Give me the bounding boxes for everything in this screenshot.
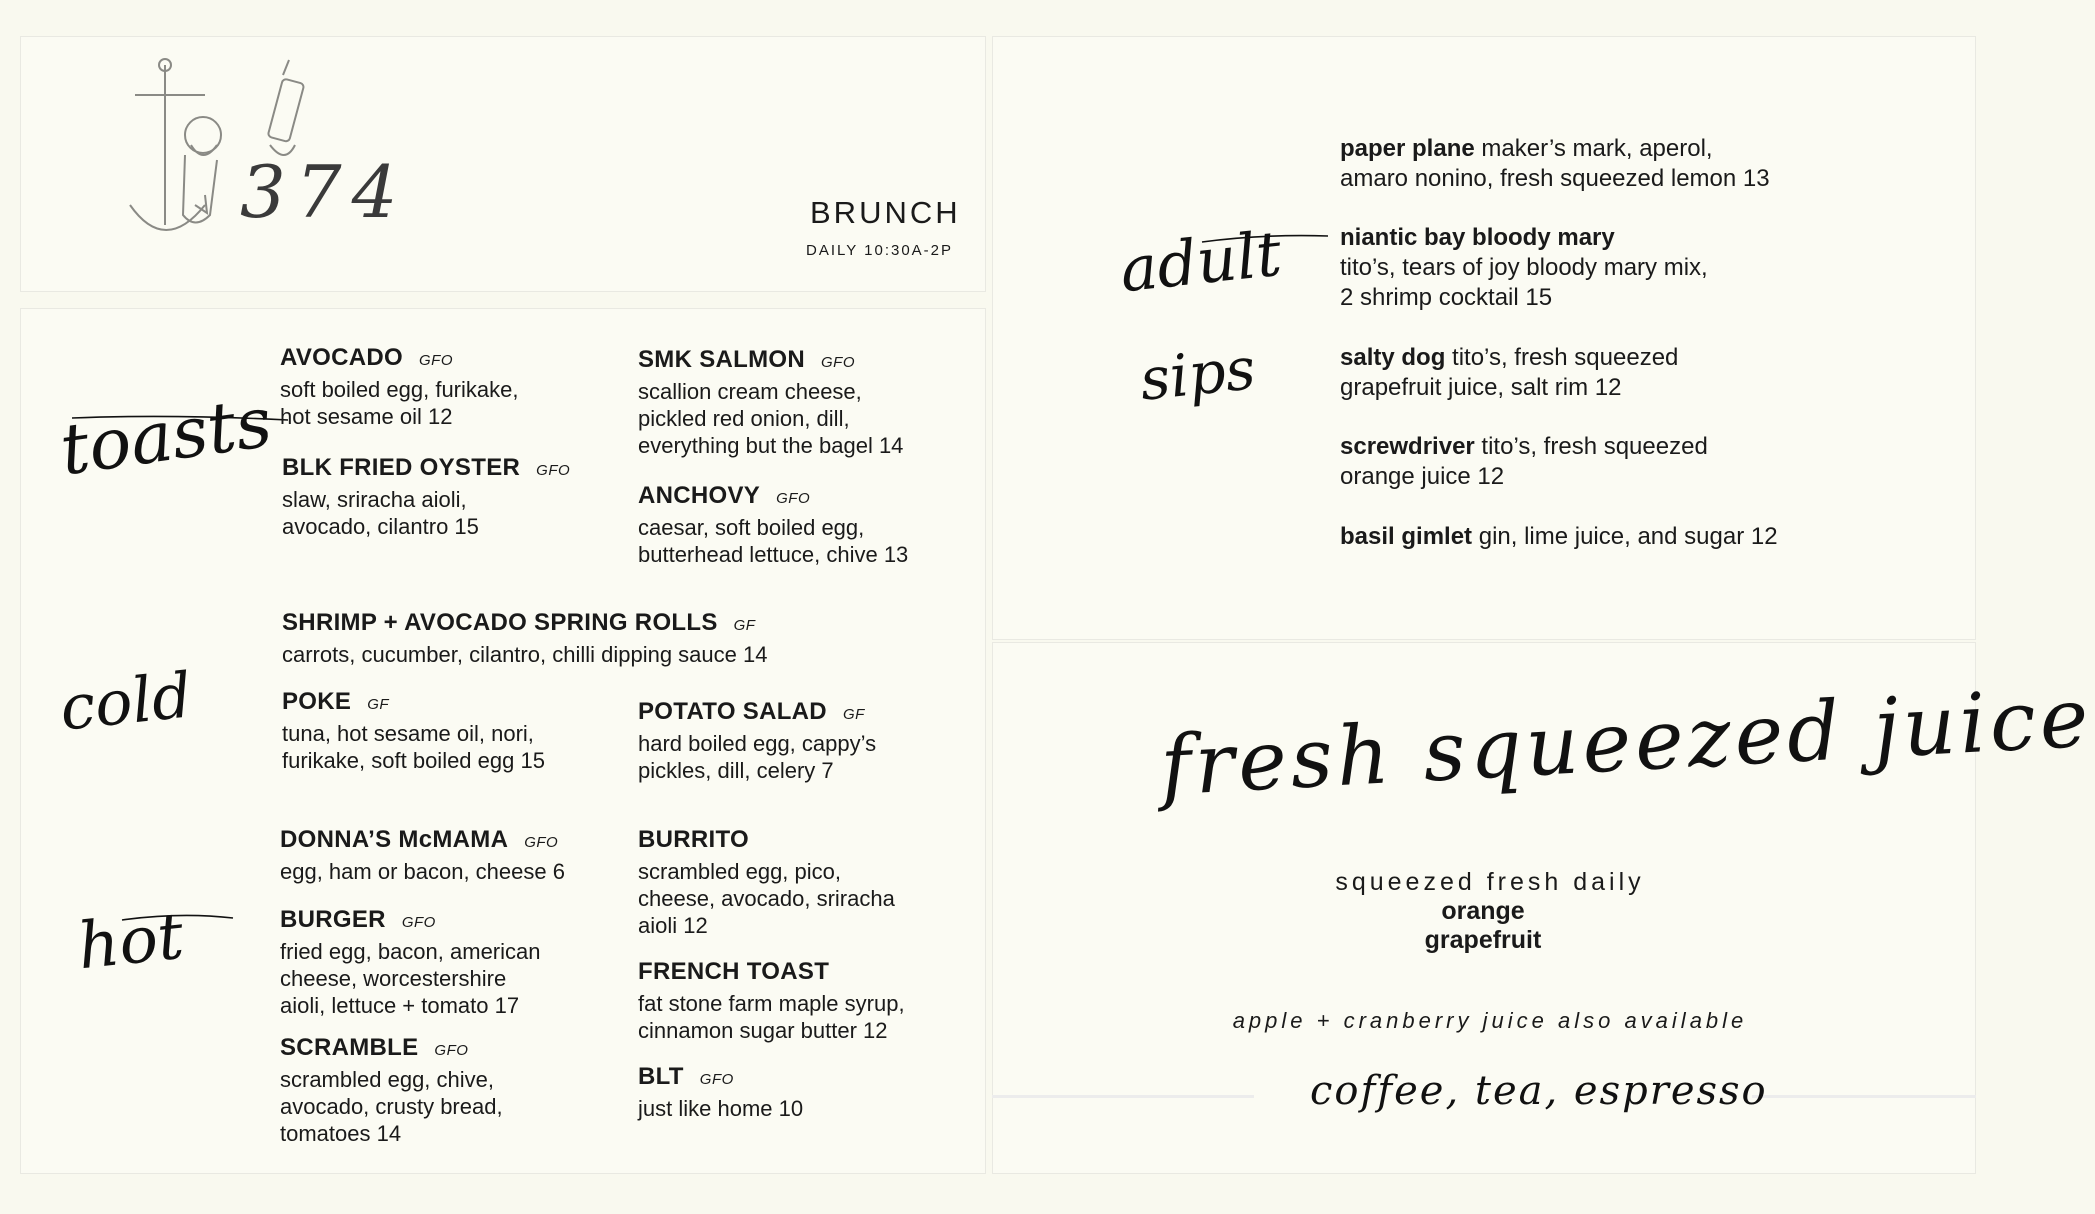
item-description: carrots, cucumber, cilantro, chilli dipping sauce 14 [282,642,768,667]
juice-subtitle: squeezed fresh daily [1335,868,1645,896]
coffee-tea-espresso: coffee, tea, espresso [1310,1068,1768,1114]
logo-number: 374 [240,150,408,234]
toasts-flourish-icon [70,410,290,430]
item-name: ANCHOVY [638,482,761,509]
item-description: fat stone farm maple syrup, cinnamon sugar butter 12 [638,991,905,1043]
menu-item-french-toast [638,958,978,1044]
item-description: egg, ham or bacon, cheese 6 [280,859,565,884]
item-tag: GFO [419,352,453,369]
item-name: FRENCH TOAST [638,958,830,985]
item-description: scrambled egg, pico, cheese, avocado, sriracha aioli 12 [638,859,895,938]
item-name: SCRAMBLE [280,1034,419,1061]
section-heading-toasts: toasts [55,380,277,492]
drink-name: basil gimlet [1340,523,1473,550]
drink-basil-gimlet [1340,492,1778,552]
juice-footer-divider-right [1752,1095,1976,1098]
section-heading-hot: hot [74,899,188,985]
drink-salty-dog [1340,313,1678,403]
section-heading-cold: cold [56,658,196,745]
drink-description: tito’s, fresh squeezed orange juice 12 [1340,433,1708,490]
item-name: SMK SALMON [638,346,805,373]
juice-option-grapefruit: grapefruit [1424,926,1542,954]
menu-item-shrimp-avocado-spring-rolls [282,609,962,668]
drink-paper-plane [1340,104,1770,194]
drink-description: tito’s, tears of joy bloody mary mix, 2 shrimp cocktail 15 [1340,254,1708,311]
drink-description: maker’s mark, aperol, amaro nonino, fresh squeezed lemon 13 [1340,135,1770,192]
drink-name: paper plane [1340,135,1475,162]
drink-description: gin, lime juice, and sugar 12 [1472,523,1778,550]
hours-text: DAILY 10:30A-2P [806,242,954,259]
item-name: SHRIMP + AVOCADO SPRING ROLLS [282,609,718,636]
menu-item-smk-salmon [638,346,978,459]
item-description: scallion cream cheese, pickled red onion, dill, everything but the bagel 14 [638,379,904,458]
juice-footer-divider-left [992,1095,1254,1098]
item-name: BURRITO [638,826,749,853]
menu-item-potato-salad [638,698,978,784]
item-tag: GFO [776,490,811,507]
menu-item-anchovy [638,482,978,568]
item-tag: GFO [524,834,559,851]
drink-niantic-bay-bloody-mary [1340,193,1708,313]
item-tag: GFO [536,462,571,479]
item-tag: GFO [821,354,855,371]
section-heading-fresh-squeezed-juice: fresh squeezed juice [1158,670,2095,815]
drink-name: salty dog [1340,344,1446,371]
item-tag: GFO [401,914,436,931]
item-name: POKE [282,688,352,715]
item-tag: GFO [699,1071,734,1088]
item-tag: GF [733,617,756,634]
item-description: fried egg, bacon, american cheese, worcestershire aioli, lettuce + tomato 17 [280,939,541,1018]
menu-item-avocado [280,344,600,430]
item-name: POTATO SALAD [638,698,827,725]
menu-item-donnas-mcmama [280,826,620,885]
menu-item-blt [638,1063,978,1122]
hot-flourish-icon [120,908,235,928]
menu-item-poke [282,688,622,774]
drink-name: screwdriver [1340,433,1475,460]
item-name: DONNA’S McMAMA [280,826,509,853]
item-name: AVOCADO [280,344,403,371]
drink-name: niantic bay bloody mary [1340,224,1615,251]
item-description: just like home 10 [638,1096,804,1121]
menu-item-burrito [638,826,978,939]
item-description: tuna, hot sesame oil, nori, furikake, soft boiled egg 15 [282,721,545,773]
item-name: BURGER [280,906,386,933]
menu-item-blk-fried-oyster [282,454,622,540]
adult-flourish-icon [1200,228,1330,248]
item-description: caesar, soft boiled egg, butterhead lettuce, chive 13 [638,515,909,567]
item-description: soft boiled egg, furikake, hot sesame oil 12 [280,377,519,429]
section-heading-adult: adult [1116,216,1285,307]
item-description: scrambled egg, chive, avocado, crusty bread, tomatoes 14 [280,1067,503,1146]
menu-item-scramble [280,1034,620,1147]
item-name: BLT [638,1063,684,1090]
drink-screwdriver [1340,402,1708,492]
item-tag: GF [842,706,865,723]
item-tag: GFO [434,1042,469,1059]
page-title: BRUNCH [810,195,961,230]
section-heading-sips: sips [1136,334,1259,414]
item-tag: GF [367,696,390,713]
item-description: hard boiled egg, cappy’s pickles, dill, celery 7 [638,731,877,783]
item-description: slaw, sriracha aioli, avocado, cilantro 15 [282,487,479,539]
drink-description: tito’s, fresh squeezed grapefruit juice, salt rim 12 [1340,344,1679,401]
item-name: BLK FRIED OYSTER [282,454,521,481]
juice-option-orange: orange [1441,897,1525,925]
menu-item-burger [280,906,620,1019]
juice-also-available: apple + cranberry juice also available [1232,1008,1748,1033]
